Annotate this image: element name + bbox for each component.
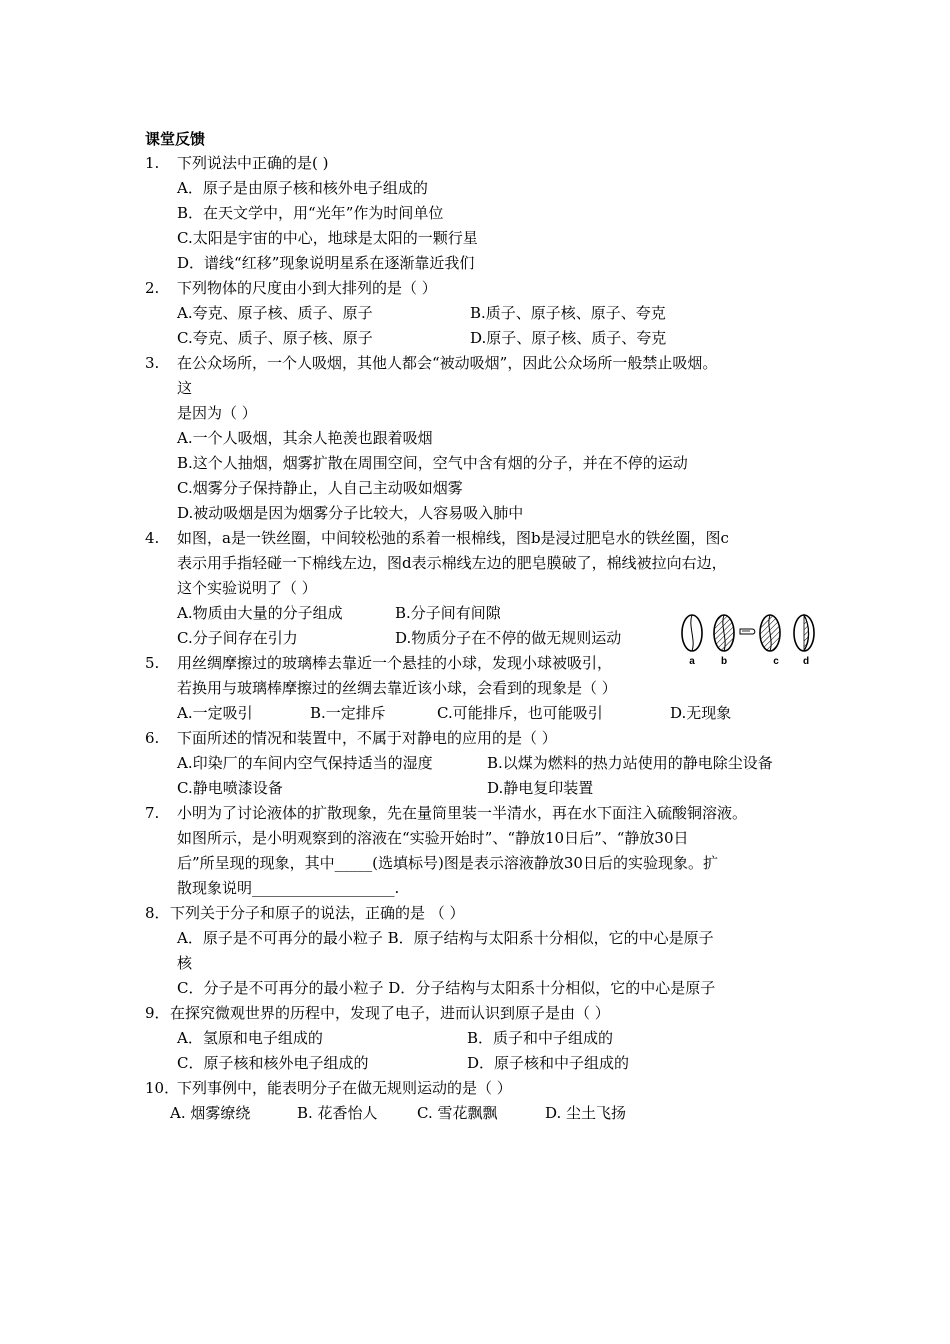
option-d: D.原子、原子核、质子、夸克 (470, 329, 667, 347)
question-number: 6. (145, 729, 160, 747)
question-number: 9． (145, 1004, 170, 1022)
figure-label: a (689, 656, 695, 667)
question-number: 1. (145, 154, 160, 172)
question-stem: 下列说法中正确的是( ) (177, 154, 329, 172)
question-number: 5. (145, 654, 160, 672)
question-stem-cont: 表示用手指轻碰一下棉线左边，图d表示棉线左边的肥皂膜破了，棉线被拉向右边， (177, 554, 727, 572)
option-a: A．原子是由原子核和核外电子组成的 (177, 179, 428, 197)
section-title: 课堂反馈 (145, 130, 206, 148)
question-stem: 用丝绸摩擦过的玻璃棒去靠近一个悬挂的小球，发现小球被吸引， (177, 654, 613, 672)
option-d: D．原子核和中子组成的 (467, 1054, 630, 1072)
question-stem-cont: 若换用与玻璃棒摩擦过的丝绸去靠近该小球，会看到的现象是（ ） (177, 679, 617, 697)
option-a: A. 烟雾缭绕 (170, 1104, 251, 1122)
option-b: B．在天文学中，用“光年”作为时间单位 (177, 204, 444, 222)
option-c: C.分子间存在引力 (177, 629, 298, 647)
soap-film-ring-figure (680, 612, 820, 668)
option-d: D.物质分子在不停的做无规则运动 (395, 629, 622, 647)
option-c: C.静电喷漆设备 (177, 779, 283, 797)
question-stem-cont: 如图所示，是小明观察到的溶液在“实验开始时”、“静放10日后”、“静放30日 (177, 829, 689, 847)
option-c: C.夸克、质子、原子核、原子 (177, 329, 373, 347)
question-stem: 在公众场所，一个人吸烟，其他人都会“被动吸烟”，因此公众场所一般禁止吸烟。 (177, 354, 718, 372)
option-a: A.物质由大量的分子组成 (177, 604, 343, 622)
question-number: 10． (145, 1079, 180, 1097)
question-stem: 如图，a是一铁丝圈，中间较松弛的系着一根棉线，图b是浸过肥皂水的铁丝圈，图c (177, 529, 729, 547)
option-b: B.这个人抽烟，烟雾扩散在周围空间，空气中含有烟的分子，并在不停的运动 (177, 454, 688, 472)
question-stem: 下列物体的尺度由小到大排列的是（ ） (177, 279, 437, 297)
figure-label: d (802, 656, 810, 667)
option-b: B.分子间有间隙 (395, 604, 501, 622)
question-number: 2. (145, 279, 160, 297)
option-c: C.可能排斥，也可能吸引 (437, 704, 603, 722)
option-a: A.一定吸引 (177, 704, 253, 722)
option-b: B.质子、原子核、原子、夸克 (470, 304, 666, 322)
option-d: D.无现象 (670, 704, 732, 722)
option-c: C.烟雾分子保持静止，人自己主动吸如烟雾 (177, 479, 463, 497)
question-number: 3. (145, 354, 160, 372)
option-a-b: A．原子是不可再分的最小粒子 B．原子结构与太阳系十分相似，它的中心是原子 (177, 929, 714, 947)
option-b-cont: 核 (177, 954, 193, 972)
ring-a-icon (682, 615, 702, 651)
option-b: B．质子和中子组成的 (467, 1029, 614, 1047)
option-c: C. 雪花飘飘 (417, 1104, 498, 1122)
ring-b-icon (714, 615, 734, 651)
question-number: 7. (145, 804, 160, 822)
question-stem-cont: 这个实验说明了（ ） (177, 579, 317, 597)
option-d: D．谱线“红移”现象说明星系在逐渐靠近我们 (177, 254, 475, 272)
question-stem-cont: 后”所呈现的现象，其中_____(选填标号)图是表示溶液静放30日后的实验现象。扩 (177, 854, 718, 872)
ring-c-icon (760, 615, 780, 651)
option-b: B. 花香怡人 (297, 1104, 378, 1122)
figure-label: b (720, 656, 728, 667)
option-a: A.印染厂的车间内空气保持适当的湿度 (177, 754, 433, 772)
question-stem: 在探究微观世界的历程中，发现了电子，进而认识到原子是由（ ） (170, 1004, 610, 1022)
ring-d-icon (794, 615, 814, 651)
option-d: D. 尘土飞扬 (545, 1104, 627, 1122)
option-b: B.一定排斥 (310, 704, 386, 722)
option-d: D.被动吸烟是因为烟雾分子比较大，人容易吸入肺中 (177, 504, 524, 522)
figure-label: c (773, 656, 779, 667)
question-stem-cont: 散现象说明___________________. (177, 879, 400, 897)
finger-icon (740, 629, 755, 634)
question-stem: 下面所述的情况和装置中，不属于对静电的应用的是（ ） (177, 729, 557, 747)
option-c: C．原子核和核外电子组成的 (177, 1054, 369, 1072)
question-stem: 下列关于分子和原子的说法，正确的是 （ ） (170, 904, 465, 922)
option-c: C.太阳是宇宙的中心，地球是太阳的一颗行星 (177, 229, 478, 247)
option-c-d: C．分子是不可再分的最小粒子 D．分子结构与太阳系十分相似，它的中心是原子 (177, 979, 716, 997)
question-number: 4. (145, 529, 160, 547)
question-stem-cont: 是因为（ ） (177, 404, 257, 422)
question-number: 8． (145, 904, 170, 922)
option-a: A．氢原和电子组成的 (177, 1029, 323, 1047)
question-stem: 小明为了讨论液体的扩散现象，先在量筒里装一半清水，再在水下面注入硫酸铜溶液。 (177, 804, 748, 822)
option-a: A.夸克、原子核、质子、原子 (177, 304, 373, 322)
option-d: D.静电复印装置 (487, 779, 594, 797)
question-stem: 下列事例中，能表明分子在做无规则运动的是（ ） (177, 1079, 512, 1097)
option-a: A.一个人吸烟，其余人艳羡也跟着吸烟 (177, 429, 433, 447)
option-b: B.以煤为燃料的热力站使用的静电除尘设备 (487, 754, 773, 772)
question-stem-cont: 这 (177, 379, 193, 397)
